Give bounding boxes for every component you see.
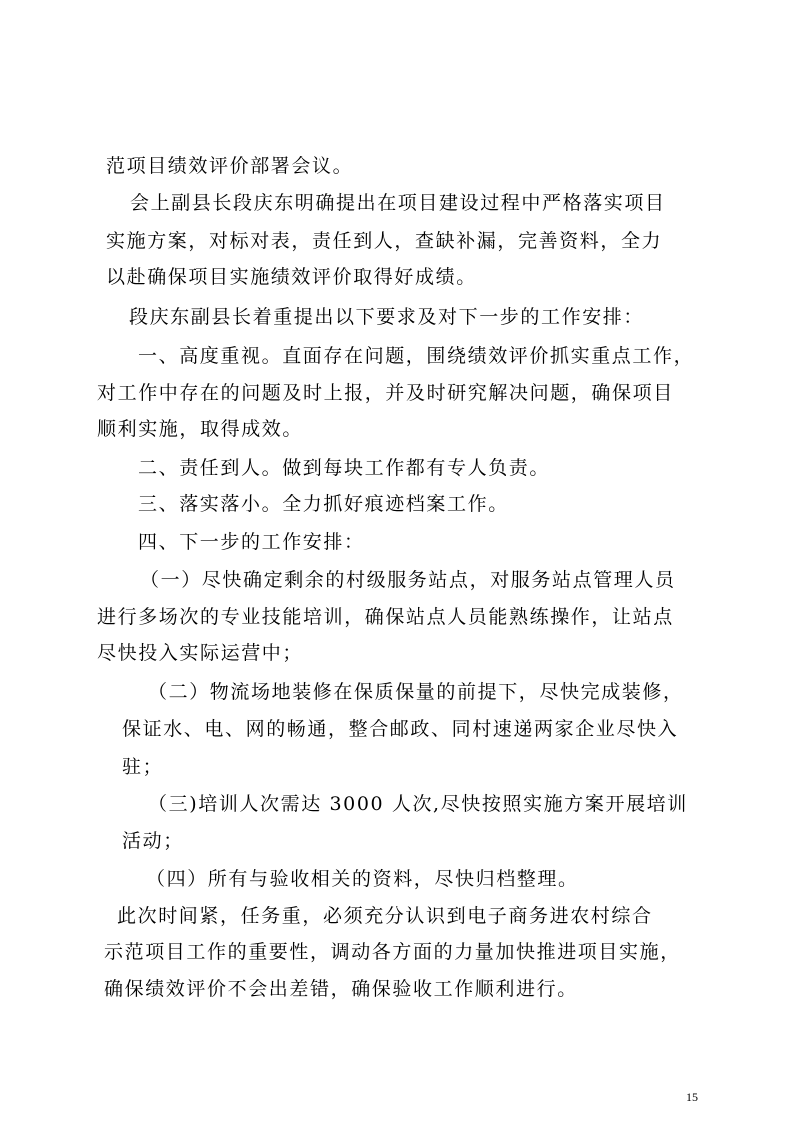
text-line-16: 保证水、电、网的畅通，整合邮政、同村速递两家企业尽快入 xyxy=(122,718,679,740)
text-line-15: （二）物流场地装修在保质保量的前提下，尽快完成装修， xyxy=(148,681,684,703)
text-line-7: 对工作中存在的问题及时上报，并及时研究解决问题，确保项目 xyxy=(97,382,674,404)
text-line-17: 驻； xyxy=(122,756,164,778)
text-line-22: 示范项目工作的重要性，调动各方面的力量加快推进项目实施， xyxy=(104,941,681,963)
text-line-21: 此次时间紧，任务重，必须充分认识到电子商务进农村综合 xyxy=(117,905,653,927)
text-line-14: 尽快投入实际运营中； xyxy=(97,642,304,664)
text-line-13: 进行多场次的专业技能培训，确保站点人员能熟练操作，让站点 xyxy=(97,606,674,628)
text-line-6: 一、高度重视。直面存在问题，围绕绩效评价抓实重点工作， xyxy=(138,345,695,367)
text-line-20: （四）所有与验收相关的资料，尽快归档整理。 xyxy=(146,868,579,890)
text-line-9: 二、责任到人。做到每块工作都有专人负责。 xyxy=(138,457,551,479)
text-line-23: 确保绩效评价不会出差错，确保验收工作顺利进行。 xyxy=(104,978,578,1000)
text-line-3: 实施方案，对标对表，责任到人，查缺补漏，完善资料，全力 xyxy=(106,230,663,252)
text-line-5: 段庆东副县长着重提出以下要求及对下一步的工作安排： xyxy=(129,306,645,328)
text-line-10: 三、落实落小。全力抓好痕迹档案工作。 xyxy=(138,493,509,515)
text-line-11: 四、下一步的工作安排： xyxy=(138,531,365,553)
text-line-19: 活动； xyxy=(122,830,184,852)
text-line-12: （一）尽快确定剩余的村级服务站点，对服务站点管理人员 xyxy=(140,569,676,591)
text-line-8: 顺利实施，取得成效。 xyxy=(97,418,304,440)
text-line-4: 以赴确保项目实施绩效评价取得好成绩。 xyxy=(106,266,477,288)
text-line-2: 会上副县长段庆东明确提出在项目建设过程中严格落实项目 xyxy=(130,192,666,214)
page-number: 15 xyxy=(686,1090,698,1104)
text-line-18: （三)培训人次需达 3000 人次,尽快按照实施方案开展培训 xyxy=(148,793,688,815)
text-line-1: 范项目绩效评价部署会议。 xyxy=(106,155,354,177)
